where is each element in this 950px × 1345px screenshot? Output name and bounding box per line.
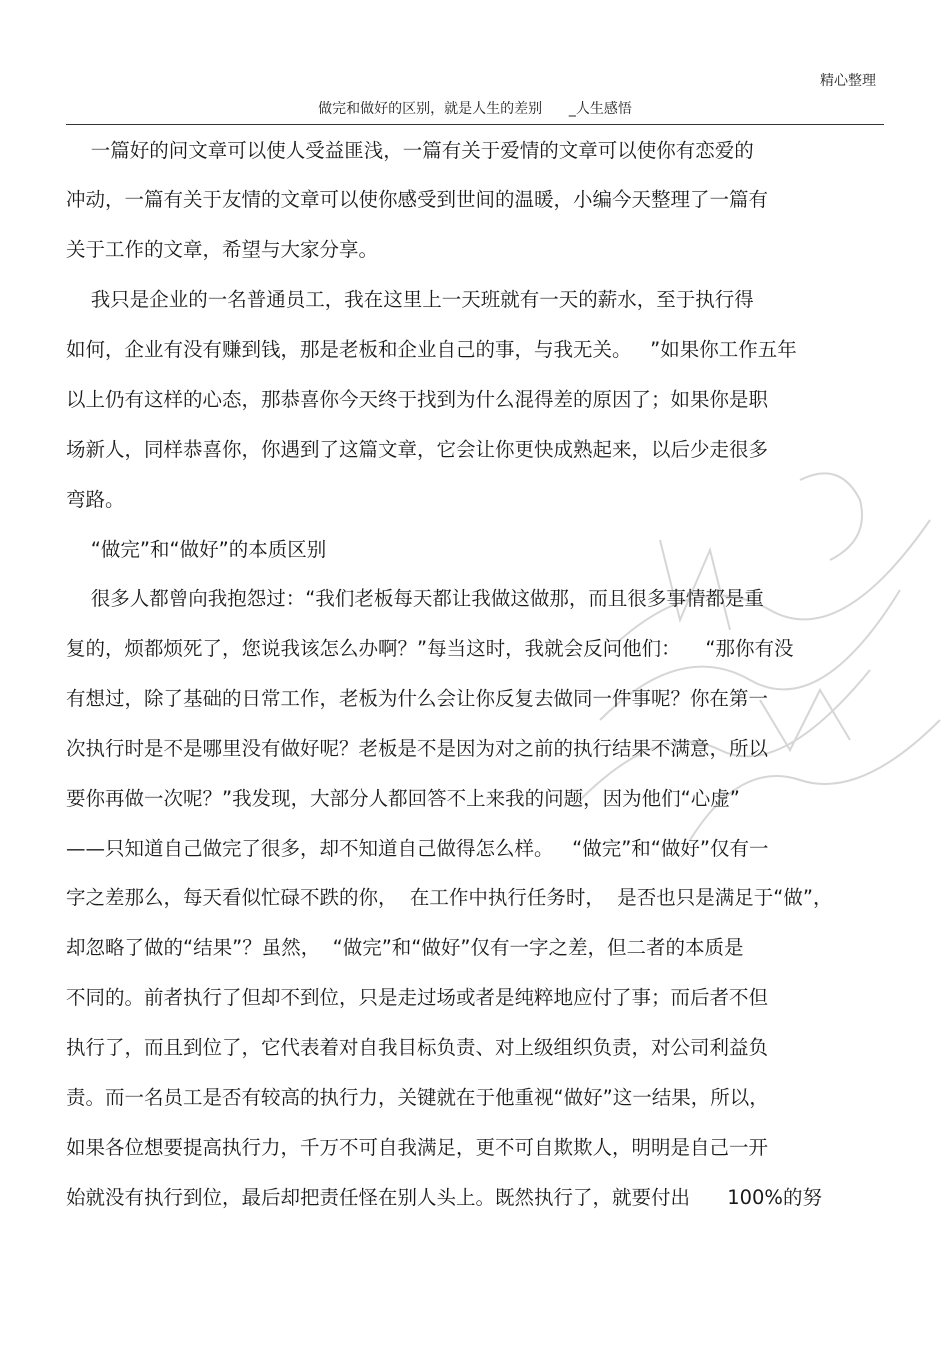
text-line: 很多人都曾向我抱怨过：“我们老板每天都让我做这做那，而且很多事情都是重 — [66, 587, 764, 610]
text-line: 始就没有执行到位，最后却把责任怪在别人头上。既然执行了，就要付出 100%的努 — [66, 1186, 822, 1209]
header-corner-label: 精心整理 — [820, 73, 876, 89]
text-line: 冲动，一篇有关于友情的文章可以使你感受到世间的温暖，小编今天整理了一篇有 — [66, 188, 769, 211]
text-line: 复的，烦都烦死了，您说我该怎么办啊？”每当这时，我就会反问他们： “那你有没 — [66, 637, 794, 660]
text-line: 以上仍有这样的心态，那恭喜你今天终于找到为什么混得差的原因了；如果你是职 — [66, 388, 769, 411]
text-line: 如果各位想要提高执行力，千万不可自我满足，更不可自欺欺人，明明是自己一开 — [66, 1136, 769, 1159]
text-line: 执行了，而且到位了，它代表着对自我目标负责、对上级组织负责，对公司利益负 — [66, 1036, 769, 1059]
header-divider — [66, 124, 884, 125]
text-line: 不同的。前者执行了但却不到位，只是走过场或者是纯粹地应付了事；而后者不但 — [66, 986, 769, 1009]
text-line: 要你再做一次呢？”我发现，大部分人都回答不上来我的问题，因为他们“心虚” — [66, 787, 740, 810]
text-line: 责。而一名员工是否有较高的执行力，关键就在于他重视“做好”这一结果，所以， — [66, 1086, 769, 1109]
text-line: 场新人，同样恭喜你，你遇到了这篇文章，它会让你更快成熟起来，以后少走很多 — [66, 438, 769, 461]
page-header-title: 做完和做好的区别，就是人生的差别 _人生感悟 — [318, 101, 632, 117]
text-line: 有想过，除了基础的日常工作，老板为什么会让你反复去做同一件事呢？你在第一 — [66, 687, 769, 710]
text-line: 次执行时是不是哪里没有做好呢？老板是不是因为对之前的执行结果不满意，所以 — [66, 737, 769, 760]
text-line: 关于工作的文章，希望与大家分享。 — [66, 238, 379, 261]
text-line: 却忽略了做的“结果”？虽然， “做完”和“做好”仅有一字之差，但二者的本质是 — [66, 936, 744, 959]
text-line: 如何，企业有没有赚到钱，那是老板和企业自己的事，与我无关。 ”如果你工作五年 — [66, 338, 797, 361]
text-line: 字之差那么，每天看似忙碌不跌的你， 在工作中执行任务时， 是否也只是满足于“做”， — [66, 886, 833, 909]
text-line: 一篇好的问文章可以使人受益匪浅，一篇有关于爱情的文章可以使你有恋爱的 — [66, 139, 754, 162]
text-line: 弯路。 — [66, 488, 125, 511]
text-line: 我只是企业的一名普通员工，我在这里上一天班就有一天的薪水，至于执行得 — [66, 288, 754, 311]
section-heading: “做完”和“做好”的本质区别 — [66, 538, 327, 561]
text-line: ——只知道自己做完了很多，却不知道自己做得怎么样。 “做完”和“做好”仅有一 — [66, 837, 769, 860]
